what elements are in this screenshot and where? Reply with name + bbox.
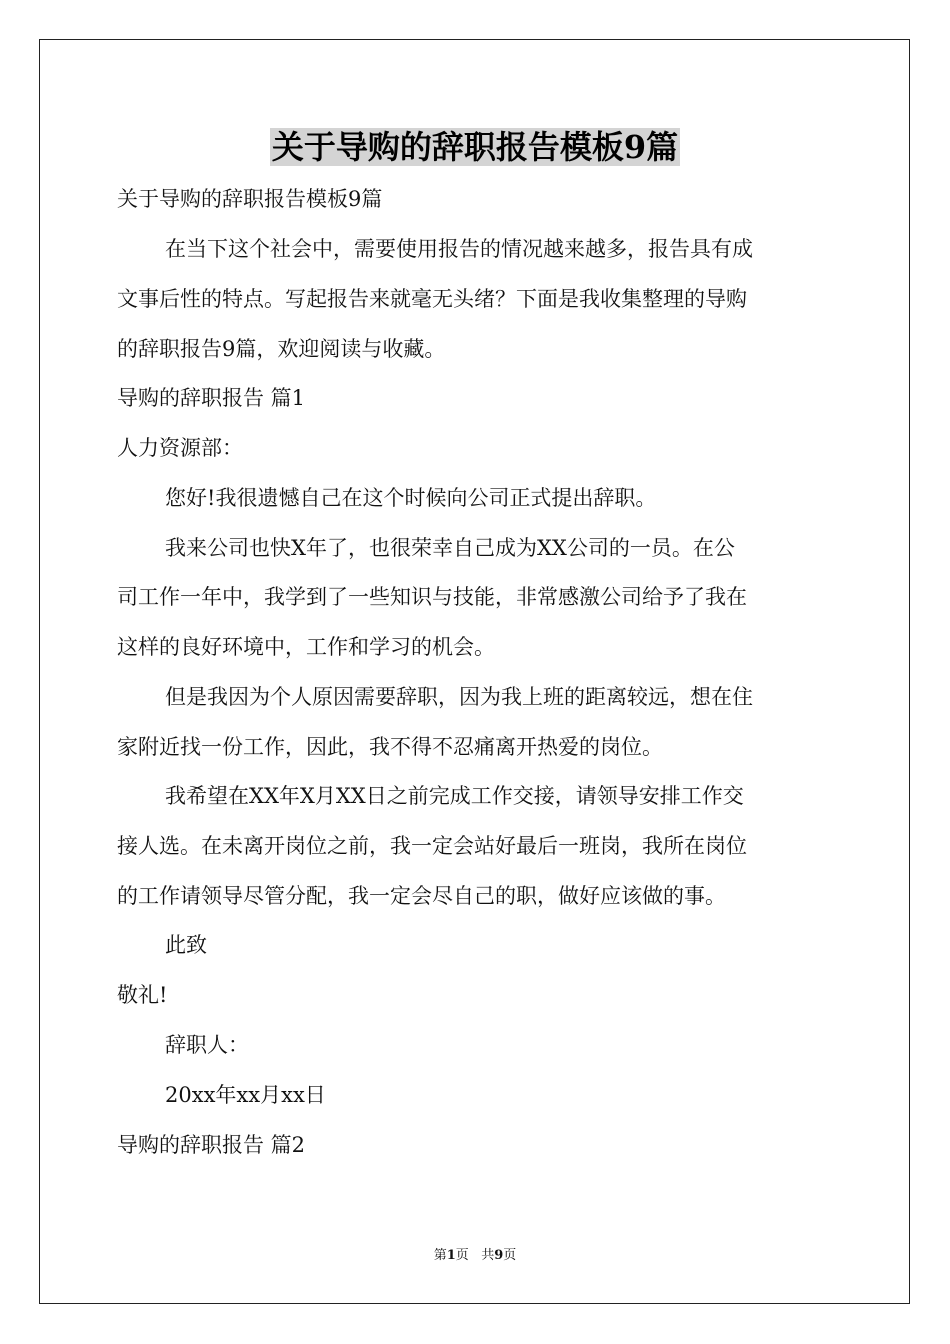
footer-page-prefix: 第 xyxy=(433,1248,447,1263)
footer-page-number: 1 xyxy=(446,1248,456,1263)
body-paragraph-3-line-2: 接人选。在未离开岗位之前，我一定会站好最后一班岗，我所在岗位 xyxy=(117,834,747,858)
body-paragraph-1-line-2: 司工作一年中，我学到了一些知识与技能，非常感激公司给予了我在 xyxy=(117,585,747,609)
document-title xyxy=(0,124,950,170)
body-paragraph-1-line-1: 我来公司也快X年了，也很荣幸自己成为XX公司的一员。在公 xyxy=(165,536,735,560)
intro-paragraph-line-2: 文事后性的特点。写起报告来就毫无头绪？下面是我收集整理的导购 xyxy=(117,287,747,311)
page-border xyxy=(39,39,910,1304)
body-paragraph-3-line-3: 的工作请领导尽管分配，我一定会尽自己的职，做好应该做的事。 xyxy=(117,884,726,908)
body-paragraph-1-line-3: 这样的良好环境中，工作和学习的机会。 xyxy=(117,635,495,659)
body-paragraph-3-line-1: 我希望在XX年X月XX日之前完成工作交接，请领导安排工作交 xyxy=(165,784,744,808)
intro-paragraph-line-1: 在当下这个社会中，需要使用报告的情况越来越多，报告具有成 xyxy=(165,237,753,261)
subtitle-line: 关于导购的辞职报告模板9篇 xyxy=(117,187,383,211)
footer-page-suffix: 页 xyxy=(455,1248,469,1263)
section-heading-1: 导购的辞职报告 篇1 xyxy=(117,386,306,410)
document-title-text: 关于导购的辞职报告模板9篇 xyxy=(271,128,679,166)
section-heading-2: 导购的辞职报告 篇2 xyxy=(117,1133,306,1157)
intro-paragraph-line-3: 的辞职报告9篇，欢迎阅读与收藏。 xyxy=(117,337,446,361)
footer-total-number: 9 xyxy=(494,1248,504,1263)
body-paragraph-2-line-2: 家附近找一份工作，因此，我不得不忍痛离开热爱的岗位。 xyxy=(117,735,663,759)
closing-line-1: 此致 xyxy=(165,933,207,957)
greeting-line: 您好!我很遗憾自己在这个时候向公司正式提出辞职。 xyxy=(165,486,657,510)
footer-total-suffix: 页 xyxy=(503,1248,517,1263)
signature-label: 辞职人： xyxy=(165,1033,249,1057)
closing-line-2: 敬礼! xyxy=(117,983,168,1007)
page-footer xyxy=(0,1247,950,1265)
body-paragraph-2-line-1: 但是我因为个人原因需要辞职，因为我上班的距离较远，想在住 xyxy=(165,685,753,709)
footer-total-prefix: 共 xyxy=(481,1248,495,1263)
salutation: 人力资源部： xyxy=(117,436,243,460)
signature-date: 20xx年xx月xx日 xyxy=(165,1083,326,1107)
